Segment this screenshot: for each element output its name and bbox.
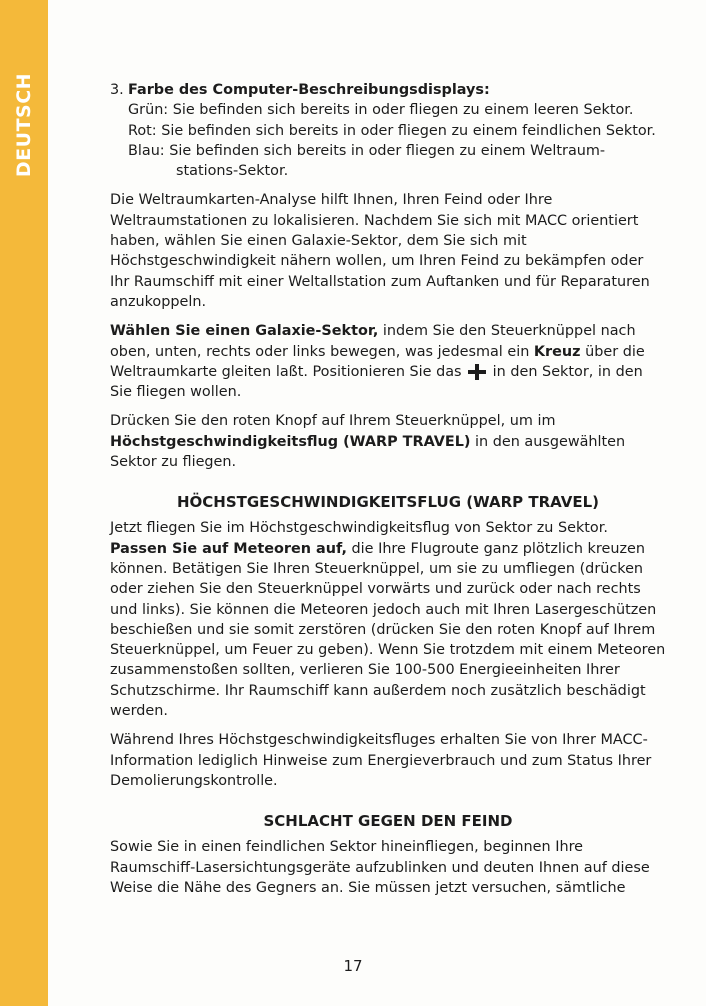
heading-battle: SCHLACHT GEGEN DEN FEIND [263,812,513,831]
color-list [110,100,666,181]
select-text-1: indem Sie den Steuerknüppel nach oben, unten, rechts oder links bewegen, was jedesmal ein [110,323,636,360]
heading-warp-travel: HÖCHSTGESCHWINDIGKEITSFLUG (WARP TRAVEL) [176,493,600,512]
section-number: 3. [110,82,124,98]
language-label [3,55,45,195]
bold-select-sector: Wählen Sie einen Galaxie-Sektor, [110,323,379,340]
cross-icon [468,364,486,380]
bold-warp-travel: Höchstgeschwindigkeitsflug (WARP TRAVEL) [110,433,471,450]
press-text-2: in den ausgewählten Sektor zu fliegen. [110,433,626,471]
warp-text-2: die Ihre Flugroute ganz plötzlich kreuzen können. Betätigen Sie Ihren Steuerknüppel, um sie zu umfliegen (drücken oder ziehen Sie den Steuerknüppel vorwärts und zurück oder nach rechts und links). Sie können die Meteoren jedoch auch mit Ihren Lasergeschützen beschießen und sie somit zerstören (drücken Sie den roten Knopf auf Ihrem Steuerknüppel, um Feuer zu geben). Wenn Sie trotzdem mit einem Meteoren zusammenstoßen sollten, verlieren Sie 100-500 Energieeinheiten Ihrer Schutzschirme. Ihr Raumschiff kann außerdem noch zusätzlich beschädigt werden. [110,540,666,720]
bold-kreuz: Kreuz [533,343,581,360]
language-label-text: DEUTSCH [13,72,36,178]
section-3-heading [110,80,666,100]
color-item-red: Rot: Sie befinden sich bereits in oder fliegen zu einem feindlichen Sektor. [128,122,656,139]
color-item-green: Grün: Sie befinden sich bereits in oder fliegen zu einem leeren Sektor. [128,102,634,119]
page-content [110,80,666,907]
warp-text-1: Jetzt fliegen Sie im Höchstgeschwindigkeitsflug von Sektor zu Sektor. [110,520,608,537]
select-text-2: über die Weltraumkarte gleiten laßt. Positionieren Sie das [110,343,645,380]
paragraph-press-button [110,411,666,472]
language-sidebar [0,0,48,1006]
bold-meteor-warning: Passen Sie auf Meteoren auf, [110,540,347,557]
press-text-1: Drücken Sie den roten Knopf auf Ihrem Steuerknüppel, um im [110,413,556,430]
select-text-3: in den Sektor, in den Sie fliegen wollen. [110,363,643,401]
paragraph-analysis: Die Weltraumkarten-Analyse hilft Ihnen, Ihren Feind oder Ihre Weltraumstationen zu lokalisieren. Nachdem Sie sich mit MACC orientiert haben, wählen Sie einen Galaxie-Sektor, dem Sie sich mit Höchstgeschwindigkeit nähern wollen, um Ihren Feind zu bekämpfen oder Ihr Raumschiff mit einer Weltallstation zum Auftanken und für Reparaturen anzukoppeln. [110,192,650,310]
paragraph-select-sector [110,321,666,402]
paragraph-warp [110,518,666,721]
color-item-blue: Blau: Sie befinden sich bereits in oder fliegen zu einem Weltraum-stations-Sektor. [128,142,606,180]
paragraph-battle: Sowie Sie in einen feindlichen Sektor hineinfliegen, beginnen Ihre Raumschiff-Lasersichtungsgeräte aufzublinken und deuten Ihnen auf diese Weise die Nähe des Gegners an. Sie müssen jetzt versuchen, sämtliche [110,839,650,896]
page-number: 17 [343,957,363,975]
section-title: Farbe des Computer-Beschreibungsdisplays: [128,82,490,98]
paragraph-macc-info: Während Ihres Höchstgeschwindigkeitsfluges erhalten Sie von Ihrer MACC-Information lediglich Hinweise zum Energieverbrauch und zum Status Ihrer Demolierungskontrolle. [110,732,652,789]
